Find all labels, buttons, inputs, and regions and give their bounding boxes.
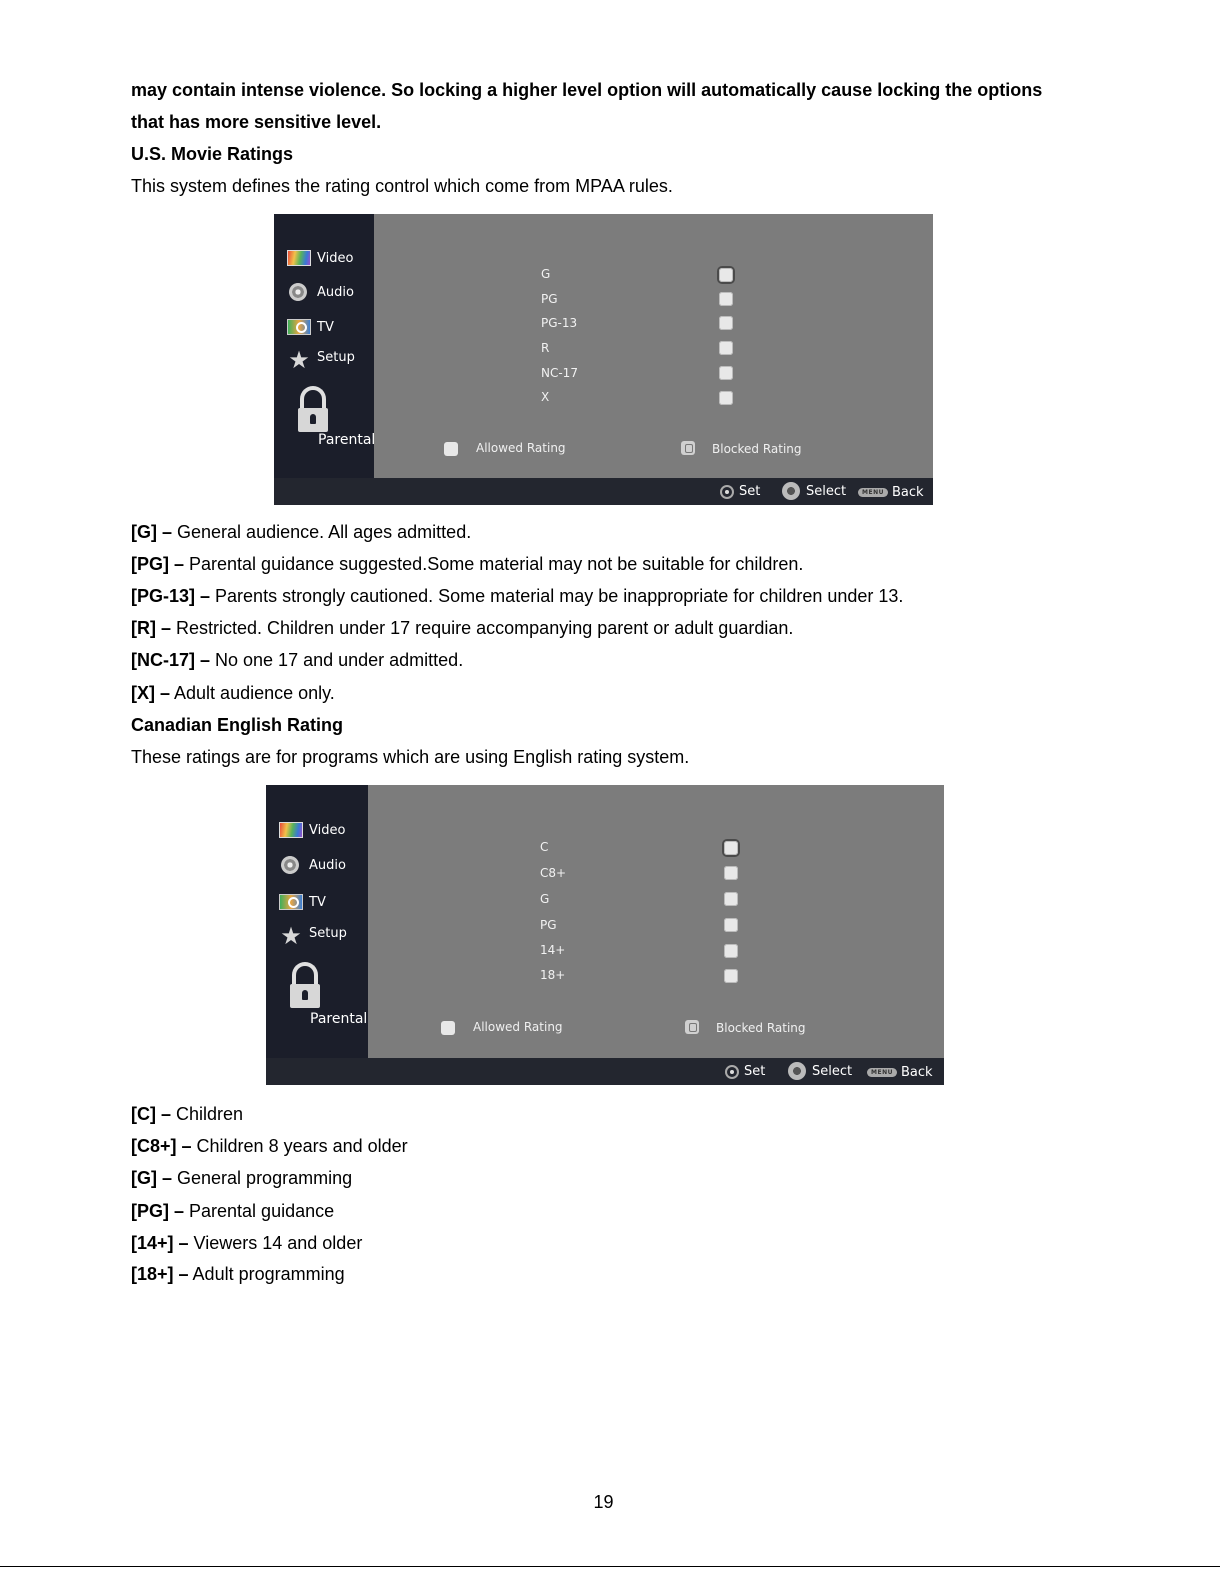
- rating-checkbox[interactable]: [719, 316, 733, 330]
- set-control: [720, 484, 760, 499]
- menu-item-label: Setup: [317, 349, 355, 365]
- rating-label: R: [541, 341, 550, 355]
- lock-icon: [292, 962, 320, 1008]
- rating-checkbox[interactable]: [724, 841, 738, 855]
- us-ratings-screenshot: [274, 214, 933, 505]
- menu-item-label: Video: [309, 822, 346, 838]
- definition-line: [18+] – Adult programming: [131, 1264, 345, 1284]
- menu-item-parental[interactable]: Parental: [310, 1011, 368, 1027]
- video-icon: [287, 250, 311, 266]
- audio-icon: [281, 856, 299, 874]
- rating-label: PG: [541, 292, 558, 306]
- menu-item-audio[interactable]: [279, 856, 346, 874]
- set-control: [725, 1064, 765, 1079]
- menu-item-tv[interactable]: [279, 894, 326, 910]
- rating-label: PG-13: [541, 316, 578, 330]
- menu-item-parental[interactable]: Parental: [318, 432, 376, 448]
- rating-checkbox[interactable]: [719, 292, 733, 306]
- back-control: [858, 485, 924, 500]
- video-icon: [279, 822, 303, 838]
- tv-icon: [287, 319, 311, 335]
- page-number: 19: [593, 1492, 614, 1512]
- ok-button-icon: [725, 1065, 739, 1079]
- rating-checkbox[interactable]: [724, 892, 738, 906]
- menu-item-video[interactable]: [279, 822, 345, 838]
- star-icon: ★: [288, 346, 310, 374]
- tv-icon: [279, 894, 303, 910]
- footer-divider: [0, 1566, 1220, 1567]
- definition-line: [C8+] – Children 8 years and older: [131, 1136, 408, 1156]
- rating-checkbox[interactable]: [719, 341, 733, 355]
- menu-item-label: Video: [317, 250, 354, 266]
- dpad-icon: [782, 482, 800, 500]
- rating-checkbox[interactable]: [724, 969, 738, 983]
- definition-line: [R] – Restricted. Children under 17 require accompanying parent or adult guardian.: [131, 618, 794, 638]
- rating-label: C8+: [540, 866, 567, 880]
- audio-icon: [289, 283, 307, 301]
- canadian-ratings-screenshot: [266, 785, 944, 1085]
- back-control: [867, 1065, 933, 1080]
- us-ratings-description: This system defines the rating control which come from MPAA rules.: [131, 176, 673, 196]
- definition-line: [PG] – Parental guidance suggested.Some material may not be suitable for children.: [131, 554, 804, 574]
- back-label: Back: [891, 485, 924, 500]
- rating-label: G: [540, 892, 550, 906]
- blocked-rating-icon: [681, 441, 695, 455]
- set-label: Set: [744, 1064, 766, 1079]
- menu-item-label: TV: [317, 319, 334, 335]
- allowed-rating-label: Allowed Rating: [473, 1020, 563, 1034]
- blocked-rating-label: Blocked Rating: [712, 442, 802, 456]
- select-control: [788, 1062, 852, 1080]
- definition-line: [G] – General programming: [131, 1168, 353, 1188]
- rating-label: X: [541, 390, 550, 404]
- definition-line: [G] – General audience. All ages admitted.: [131, 522, 472, 542]
- star-icon: ★: [280, 922, 302, 950]
- allowed-rating-icon: [441, 1021, 455, 1035]
- rating-checkbox[interactable]: [724, 944, 738, 958]
- menu-item-video[interactable]: [287, 250, 353, 266]
- canadian-rating-heading: Canadian English Rating: [131, 715, 344, 735]
- lock-icon: [300, 386, 328, 432]
- rating-checkbox[interactable]: [719, 268, 733, 282]
- rating-label: G: [541, 267, 551, 281]
- back-label: Back: [900, 1065, 933, 1080]
- rating-label: PG: [540, 918, 557, 932]
- definition-line: [PG-13] – Parents strongly cautioned. Some material may be inappropriate for children under 13.: [131, 586, 904, 606]
- set-label: Set: [739, 484, 761, 499]
- allowed-rating-label: Allowed Rating: [476, 441, 566, 455]
- rating-label: 14+: [540, 943, 566, 957]
- dpad-icon: [788, 1062, 806, 1080]
- menu-key-icon: MENU: [867, 1068, 897, 1077]
- menu-item-audio[interactable]: [287, 283, 354, 301]
- intro-line-1: may contain intense violence. So locking a higher level option will automatically cause locking the options: [131, 80, 1043, 100]
- canadian-rating-description: These ratings are for programs which are using English rating system.: [131, 747, 690, 767]
- select-label: Select: [812, 1063, 853, 1079]
- select-label: Select: [806, 483, 847, 499]
- definition-line: [PG] – Parental guidance: [131, 1201, 335, 1221]
- rating-checkbox[interactable]: [719, 391, 733, 405]
- menu-item-setup[interactable]: [287, 346, 355, 374]
- rating-checkbox[interactable]: [719, 366, 733, 380]
- blocked-rating-label: Blocked Rating: [716, 1021, 806, 1035]
- rating-label: C: [540, 840, 549, 854]
- definition-line: [X] – Adult audience only.: [131, 683, 335, 703]
- us-ratings-heading: U.S. Movie Ratings: [131, 144, 294, 164]
- definition-line: [NC-17] – No one 17 and under admitted.: [131, 650, 464, 670]
- menu-item-label: Audio: [309, 857, 346, 873]
- definition-line: [C] – Children: [131, 1104, 244, 1124]
- rating-label: NC-17: [541, 366, 578, 380]
- select-control: [782, 482, 846, 500]
- rating-checkbox[interactable]: [724, 918, 738, 932]
- allowed-rating-icon: [444, 442, 458, 456]
- blocked-rating-icon: [685, 1020, 699, 1034]
- menu-item-tv[interactable]: [287, 319, 334, 335]
- intro-line-2: that has more sensitive level.: [131, 112, 382, 132]
- menu-item-label: Audio: [317, 284, 354, 300]
- menu-item-setup[interactable]: [279, 922, 347, 950]
- rating-checkbox[interactable]: [724, 866, 738, 880]
- ok-button-icon: [720, 485, 734, 499]
- rating-label: 18+: [540, 968, 566, 982]
- menu-item-label: TV: [309, 894, 326, 910]
- menu-item-label: Setup: [309, 925, 347, 941]
- menu-key-icon: MENU: [858, 488, 888, 497]
- definition-line: [14+] – Viewers 14 and older: [131, 1233, 363, 1253]
